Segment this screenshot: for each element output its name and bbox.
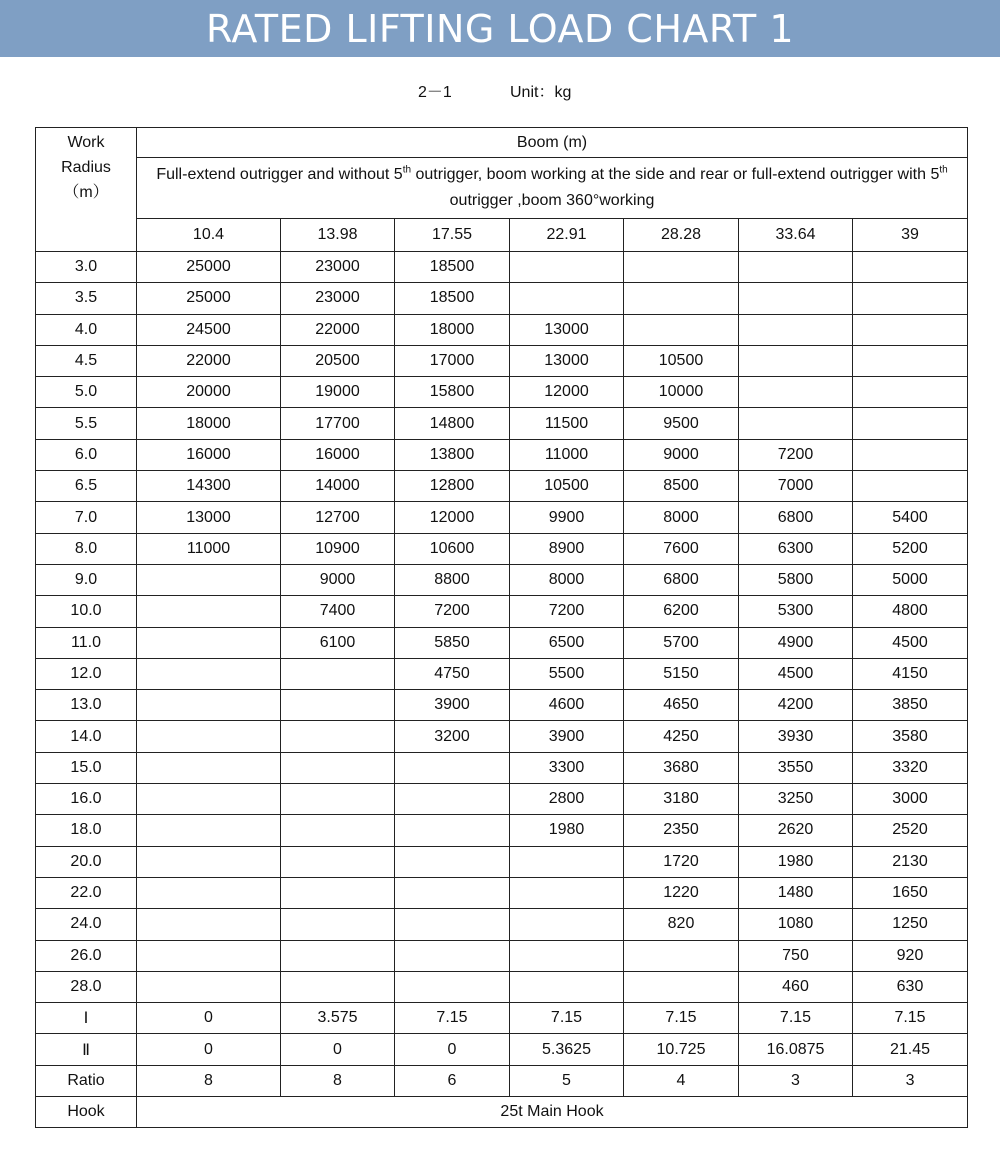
load-cell: 3320 — [853, 752, 968, 783]
table-row — [36, 377, 968, 408]
load-cell — [281, 658, 395, 689]
load-cell — [137, 784, 281, 815]
boom-length-cell: 13.98 — [281, 219, 395, 252]
load-cell: 12700 — [281, 502, 395, 533]
load-cell — [137, 909, 281, 940]
load-cell: 5150 — [624, 658, 739, 689]
load-cell — [137, 596, 281, 627]
load-cell: 5700 — [624, 627, 739, 658]
work-radius-cell: 22.0 — [36, 877, 137, 908]
section-value-cell: 7.15 — [624, 1003, 739, 1034]
load-cell: 1250 — [853, 909, 968, 940]
work-radius-cell: 14.0 — [36, 721, 137, 752]
load-cell: 8500 — [624, 471, 739, 502]
load-cell — [137, 658, 281, 689]
load-cell: 18000 — [137, 408, 281, 439]
table-row — [36, 283, 968, 314]
boom-length-cell: 10.4 — [137, 219, 281, 252]
load-cell: 5500 — [510, 658, 624, 689]
load-cell — [137, 627, 281, 658]
load-cell: 8900 — [510, 533, 624, 564]
load-cell — [281, 877, 395, 908]
ratio-row — [36, 1065, 968, 1096]
work-radius-cell: 3.5 — [36, 283, 137, 314]
load-cell: 5000 — [853, 564, 968, 595]
load-cell — [739, 252, 853, 283]
load-cell: 4150 — [853, 658, 968, 689]
table-row — [36, 909, 968, 940]
section-label-cell: Ⅰ — [36, 1003, 137, 1034]
load-cell: 6300 — [739, 533, 853, 564]
table-row — [36, 658, 968, 689]
load-cell: 6500 — [510, 627, 624, 658]
work-radius-cell: 9.0 — [36, 564, 137, 595]
load-cell: 16000 — [281, 439, 395, 470]
load-cell: 9000 — [281, 564, 395, 595]
title-banner — [0, 0, 1000, 57]
load-cell: 2130 — [853, 846, 968, 877]
load-cell: 7600 — [624, 533, 739, 564]
load-cell — [137, 877, 281, 908]
working-condition: Full-extend outrigger and without 5th outrigger, boom working at the side and rear or full-extend outrigger with 5th outrigger ,boom 360°working — [137, 158, 968, 219]
chart-code: 2－1 — [418, 84, 452, 101]
load-cell — [624, 971, 739, 1002]
load-cell — [281, 940, 395, 971]
work-radius-cell: 26.0 — [36, 940, 137, 971]
load-cell — [281, 971, 395, 1002]
load-cell — [510, 283, 624, 314]
work-radius-cell: 8.0 — [36, 533, 137, 564]
section-value-cell: 7.15 — [510, 1003, 624, 1034]
load-cell: 20500 — [281, 345, 395, 376]
radius-header-line-1: Work — [67, 134, 105, 151]
table-row — [36, 564, 968, 595]
radius-header-line-2: Radius — [61, 159, 111, 176]
ratio-value-cell: 8 — [281, 1065, 395, 1096]
load-cell: 10000 — [624, 377, 739, 408]
load-cell: 8000 — [510, 564, 624, 595]
boom-length-cell: 22.91 — [510, 219, 624, 252]
table-row — [36, 940, 968, 971]
section-value-cell: 3.575 — [281, 1003, 395, 1034]
load-cell — [281, 784, 395, 815]
load-cell — [853, 408, 968, 439]
load-cell: 5850 — [395, 627, 510, 658]
load-cell: 3000 — [853, 784, 968, 815]
section-value-cell: 7.15 — [395, 1003, 510, 1034]
load-cell — [395, 784, 510, 815]
load-cell — [281, 690, 395, 721]
load-cell: 3550 — [739, 752, 853, 783]
ratio-label-cell: Ratio — [36, 1065, 137, 1096]
work-radius-cell: 6.5 — [36, 471, 137, 502]
load-cell: 3580 — [853, 721, 968, 752]
load-cell — [281, 846, 395, 877]
work-radius-cell: 4.5 — [36, 345, 137, 376]
load-cell: 1980 — [739, 846, 853, 877]
load-cell — [137, 564, 281, 595]
table-row — [36, 345, 968, 376]
work-radius-cell: 3.0 — [36, 252, 137, 283]
load-cell: 750 — [739, 940, 853, 971]
hook-row — [36, 1097, 968, 1128]
load-cell: 18500 — [395, 283, 510, 314]
section-value-cell: 7.15 — [739, 1003, 853, 1034]
table-row — [36, 314, 968, 345]
ratio-value-cell: 3 — [853, 1065, 968, 1096]
work-radius-cell: 24.0 — [36, 909, 137, 940]
load-cell: 13000 — [510, 314, 624, 345]
load-cell: 10500 — [510, 471, 624, 502]
header-row-condition — [36, 158, 968, 219]
load-cell: 13800 — [395, 439, 510, 470]
load-cell — [510, 252, 624, 283]
work-radius-cell: 6.0 — [36, 439, 137, 470]
work-radius-cell: 4.0 — [36, 314, 137, 345]
load-cell — [137, 971, 281, 1002]
load-cell: 20000 — [137, 377, 281, 408]
work-radius-cell: 7.0 — [36, 502, 137, 533]
load-cell: 2350 — [624, 815, 739, 846]
load-cell: 5400 — [853, 502, 968, 533]
load-cell: 1080 — [739, 909, 853, 940]
table-row — [36, 971, 968, 1002]
load-cell: 17700 — [281, 408, 395, 439]
work-radius-cell: 10.0 — [36, 596, 137, 627]
load-cell — [137, 815, 281, 846]
section-value-cell: 0 — [137, 1034, 281, 1065]
load-cell: 2800 — [510, 784, 624, 815]
load-cell — [137, 940, 281, 971]
table-row — [36, 502, 968, 533]
load-cell: 12000 — [510, 377, 624, 408]
load-cell — [137, 846, 281, 877]
section-value-cell: 7.15 — [853, 1003, 968, 1034]
unit-label: Unit：kg — [510, 84, 572, 101]
load-cell — [739, 283, 853, 314]
load-cell: 4500 — [739, 658, 853, 689]
load-cell: 23000 — [281, 252, 395, 283]
load-cell — [395, 940, 510, 971]
load-cell: 7000 — [739, 471, 853, 502]
load-cell: 1980 — [510, 815, 624, 846]
table-row — [36, 752, 968, 783]
load-cell: 1720 — [624, 846, 739, 877]
load-cell — [137, 690, 281, 721]
load-cell — [510, 940, 624, 971]
load-cell: 25000 — [137, 283, 281, 314]
load-cell: 7200 — [395, 596, 510, 627]
load-cell — [281, 815, 395, 846]
boom-length-cell: 33.64 — [739, 219, 853, 252]
load-cell: 460 — [739, 971, 853, 1002]
ratio-value-cell: 3 — [739, 1065, 853, 1096]
section-label-cell: Ⅱ — [36, 1034, 137, 1065]
load-cell — [281, 909, 395, 940]
table-row — [36, 533, 968, 564]
table-row — [36, 439, 968, 470]
load-cell — [624, 252, 739, 283]
boom-header: Boom (m) — [137, 128, 968, 158]
section-row — [36, 1034, 968, 1065]
work-radius-cell: 11.0 — [36, 627, 137, 658]
load-cell: 2620 — [739, 815, 853, 846]
load-cell — [395, 877, 510, 908]
load-cell: 920 — [853, 940, 968, 971]
load-cell — [395, 909, 510, 940]
load-cell — [395, 846, 510, 877]
section-value-cell: 5.3625 — [510, 1034, 624, 1065]
load-cell — [739, 314, 853, 345]
load-cell: 10500 — [624, 345, 739, 376]
load-cell: 24500 — [137, 314, 281, 345]
table-row — [36, 815, 968, 846]
load-cell — [739, 408, 853, 439]
load-cell: 7200 — [510, 596, 624, 627]
boom-length-cell: 28.28 — [624, 219, 739, 252]
load-cell: 19000 — [281, 377, 395, 408]
section-value-cell: 16.0875 — [739, 1034, 853, 1065]
load-cell — [739, 345, 853, 376]
page-title: RATED LIFTING LOAD CHART 1 — [205, 6, 794, 51]
load-cell: 23000 — [281, 283, 395, 314]
work-radius-header — [36, 128, 137, 252]
load-cell: 4750 — [395, 658, 510, 689]
load-cell: 3900 — [395, 690, 510, 721]
load-cell: 25000 — [137, 252, 281, 283]
subheader — [0, 79, 1000, 101]
work-radius-cell: 5.5 — [36, 408, 137, 439]
load-cell: 3180 — [624, 784, 739, 815]
load-cell: 1650 — [853, 877, 968, 908]
work-radius-cell: 16.0 — [36, 784, 137, 815]
load-cell — [853, 314, 968, 345]
load-cell: 9900 — [510, 502, 624, 533]
load-cell: 22000 — [137, 345, 281, 376]
load-cell — [510, 846, 624, 877]
load-cell — [137, 721, 281, 752]
load-cell: 13000 — [510, 345, 624, 376]
load-cell: 18000 — [395, 314, 510, 345]
section-row — [36, 1003, 968, 1034]
ratio-value-cell: 6 — [395, 1065, 510, 1096]
load-cell — [853, 439, 968, 470]
load-cell: 14300 — [137, 471, 281, 502]
load-cell: 6200 — [624, 596, 739, 627]
section-value-cell: 0 — [137, 1003, 281, 1034]
load-cell — [853, 252, 968, 283]
load-cell: 6100 — [281, 627, 395, 658]
table-row — [36, 690, 968, 721]
load-cell — [624, 283, 739, 314]
load-cell: 4250 — [624, 721, 739, 752]
load-cell: 6800 — [624, 564, 739, 595]
load-cell: 15800 — [395, 377, 510, 408]
work-radius-cell: 15.0 — [36, 752, 137, 783]
load-cell — [281, 752, 395, 783]
load-cell: 10900 — [281, 533, 395, 564]
load-cell — [281, 721, 395, 752]
table-row — [36, 408, 968, 439]
header-row-boom-lengths — [36, 219, 968, 252]
boom-length-cell: 17.55 — [395, 219, 510, 252]
table-row — [36, 627, 968, 658]
table-row — [36, 877, 968, 908]
table-row — [36, 846, 968, 877]
load-cell — [510, 909, 624, 940]
load-cell: 4800 — [853, 596, 968, 627]
load-cell: 3300 — [510, 752, 624, 783]
radius-header-line-3: （m） — [63, 184, 109, 201]
load-cell: 8800 — [395, 564, 510, 595]
load-cell — [853, 471, 968, 502]
hook-label-cell: Hook — [36, 1097, 137, 1128]
load-cell — [395, 815, 510, 846]
load-cell: 13000 — [137, 502, 281, 533]
load-cell: 22000 — [281, 314, 395, 345]
table-row — [36, 784, 968, 815]
header-row-boom — [36, 128, 968, 158]
load-cell — [853, 345, 968, 376]
ratio-value-cell: 8 — [137, 1065, 281, 1096]
load-cell: 10600 — [395, 533, 510, 564]
table-row — [36, 471, 968, 502]
load-cell: 4600 — [510, 690, 624, 721]
load-cell: 7200 — [739, 439, 853, 470]
load-cell: 4500 — [853, 627, 968, 658]
load-cell: 16000 — [137, 439, 281, 470]
load-cell: 14800 — [395, 408, 510, 439]
load-cell: 5300 — [739, 596, 853, 627]
load-cell: 3900 — [510, 721, 624, 752]
table-row — [36, 721, 968, 752]
load-cell: 9500 — [624, 408, 739, 439]
load-cell — [739, 377, 853, 408]
load-cell: 3850 — [853, 690, 968, 721]
load-cell: 8000 — [624, 502, 739, 533]
load-cell — [853, 283, 968, 314]
load-cell: 11000 — [510, 439, 624, 470]
load-cell: 12000 — [395, 502, 510, 533]
load-cell: 4900 — [739, 627, 853, 658]
load-cell: 17000 — [395, 345, 510, 376]
section-value-cell: 10.725 — [624, 1034, 739, 1065]
load-cell: 3930 — [739, 721, 853, 752]
load-cell — [137, 752, 281, 783]
work-radius-cell: 20.0 — [36, 846, 137, 877]
hook-value-cell: 25t Main Hook — [137, 1097, 968, 1128]
section-value-cell: 0 — [395, 1034, 510, 1065]
load-cell: 820 — [624, 909, 739, 940]
load-cell: 630 — [853, 971, 968, 1002]
load-cell — [624, 940, 739, 971]
ratio-value-cell: 5 — [510, 1065, 624, 1096]
ratio-value-cell: 4 — [624, 1065, 739, 1096]
load-cell: 5200 — [853, 533, 968, 564]
work-radius-cell: 5.0 — [36, 377, 137, 408]
load-cell — [624, 314, 739, 345]
load-cell: 2520 — [853, 815, 968, 846]
load-cell — [510, 971, 624, 1002]
load-cell — [395, 752, 510, 783]
load-cell: 7400 — [281, 596, 395, 627]
load-cell: 12800 — [395, 471, 510, 502]
load-cell: 1220 — [624, 877, 739, 908]
load-cell: 14000 — [281, 471, 395, 502]
load-cell: 3680 — [624, 752, 739, 783]
load-cell: 11500 — [510, 408, 624, 439]
load-cell: 11000 — [137, 533, 281, 564]
load-cell: 3200 — [395, 721, 510, 752]
work-radius-cell: 28.0 — [36, 971, 137, 1002]
load-cell: 9000 — [624, 439, 739, 470]
load-cell: 5800 — [739, 564, 853, 595]
section-value-cell: 0 — [281, 1034, 395, 1065]
load-cell: 3250 — [739, 784, 853, 815]
load-cell — [395, 971, 510, 1002]
boom-length-cell: 39 — [853, 219, 968, 252]
load-cell: 6800 — [739, 502, 853, 533]
work-radius-cell: 12.0 — [36, 658, 137, 689]
load-cell: 1480 — [739, 877, 853, 908]
load-cell — [510, 877, 624, 908]
load-cell: 18500 — [395, 252, 510, 283]
table-row — [36, 252, 968, 283]
work-radius-cell: 13.0 — [36, 690, 137, 721]
load-cell — [853, 377, 968, 408]
load-chart-table — [35, 127, 968, 1128]
table-row — [36, 596, 968, 627]
load-cell: 4200 — [739, 690, 853, 721]
load-cell: 4650 — [624, 690, 739, 721]
work-radius-cell: 18.0 — [36, 815, 137, 846]
section-value-cell: 21.45 — [853, 1034, 968, 1065]
